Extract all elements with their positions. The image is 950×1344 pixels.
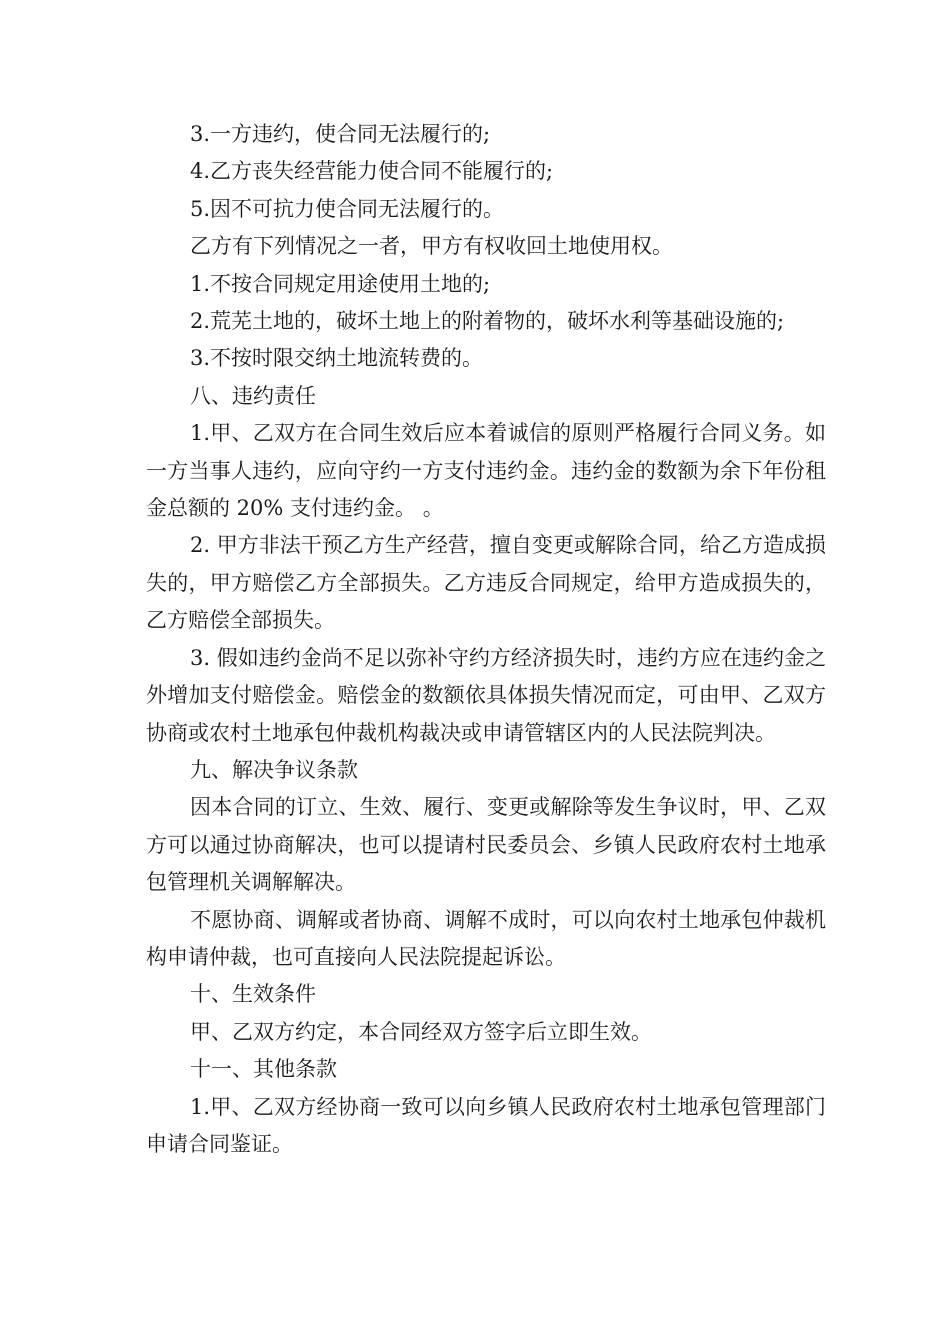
clause-paragraph: 乙方有下列情况之一者，甲方有权收回土地使用权。 (190, 234, 673, 259)
clause-item: 1.不按合同规定用途使用土地的; (190, 271, 491, 296)
clause-item: 2.荒芜土地的，破坏土地上的附着物的，破坏水利等基础设施的; (190, 309, 785, 334)
clause-item: 1.甲、乙双方在合同生效后应本着诚信的原则严格履行合同义务。如一方当事人违约，应向守约一方支付违约金。违约金的数额为余下年份租金总额的 20% 支付违约金。 。 (146, 421, 826, 521)
clause-item: 3.不按时限交纳土地流转费的。 (190, 346, 484, 371)
section-heading: 九、解决争议条款 (190, 757, 358, 782)
document-body (146, 116, 826, 1163)
clause-paragraph: 不愿协商、调解或者协商、调解不成时，可以向农村土地承包仲裁机构申请仲裁，也可直接向人民法院提起诉讼。 (146, 907, 826, 969)
section-heading: 十一、其他条款 (190, 1057, 337, 1082)
section-heading: 十、生效条件 (190, 982, 316, 1007)
clause-item: 4.乙方丧失经营能力使合同不能履行的; (190, 159, 554, 184)
clause-item: 3. 假如违约金尚不足以弥补守约方经济损失时，违约方应在违约金之外增加支付赔偿金。赔偿金的数额依具体损失情况而定，可由甲、乙双方协商或农村土地承包仲裁机构裁决或申请管辖区内的人民法院判决。 (146, 645, 826, 745)
clause-item: 2. 甲方非法干预乙方生产经营，擅自变更或解除合同，给乙方造成损失的，甲方赔偿乙方全部损失。乙方违反合同规定，给甲方造成损失的，乙方赔偿全部损失。 (146, 533, 826, 633)
clause-item: 3.一方违约，使合同无法履行的; (190, 122, 491, 146)
clause-paragraph: 因本合同的订立、生效、履行、变更或解除等发生争议时，甲、乙双方可以通过协商解决，也可以提请村民委员会、乡镇人民政府农村土地承包管理机关调解解决。 (146, 795, 826, 895)
clause-paragraph: 甲、乙双方约定，本合同经双方签字后立即生效。 (190, 1019, 652, 1044)
clause-item: 5.因不可抗力使合同无法履行的。 (190, 196, 505, 221)
clause-item: 1.甲、乙双方经协商一致可以向乡镇人民政府农村土地承包管理部门申请合同鉴证。 (146, 1094, 826, 1156)
section-heading: 八、违约责任 (190, 383, 316, 408)
